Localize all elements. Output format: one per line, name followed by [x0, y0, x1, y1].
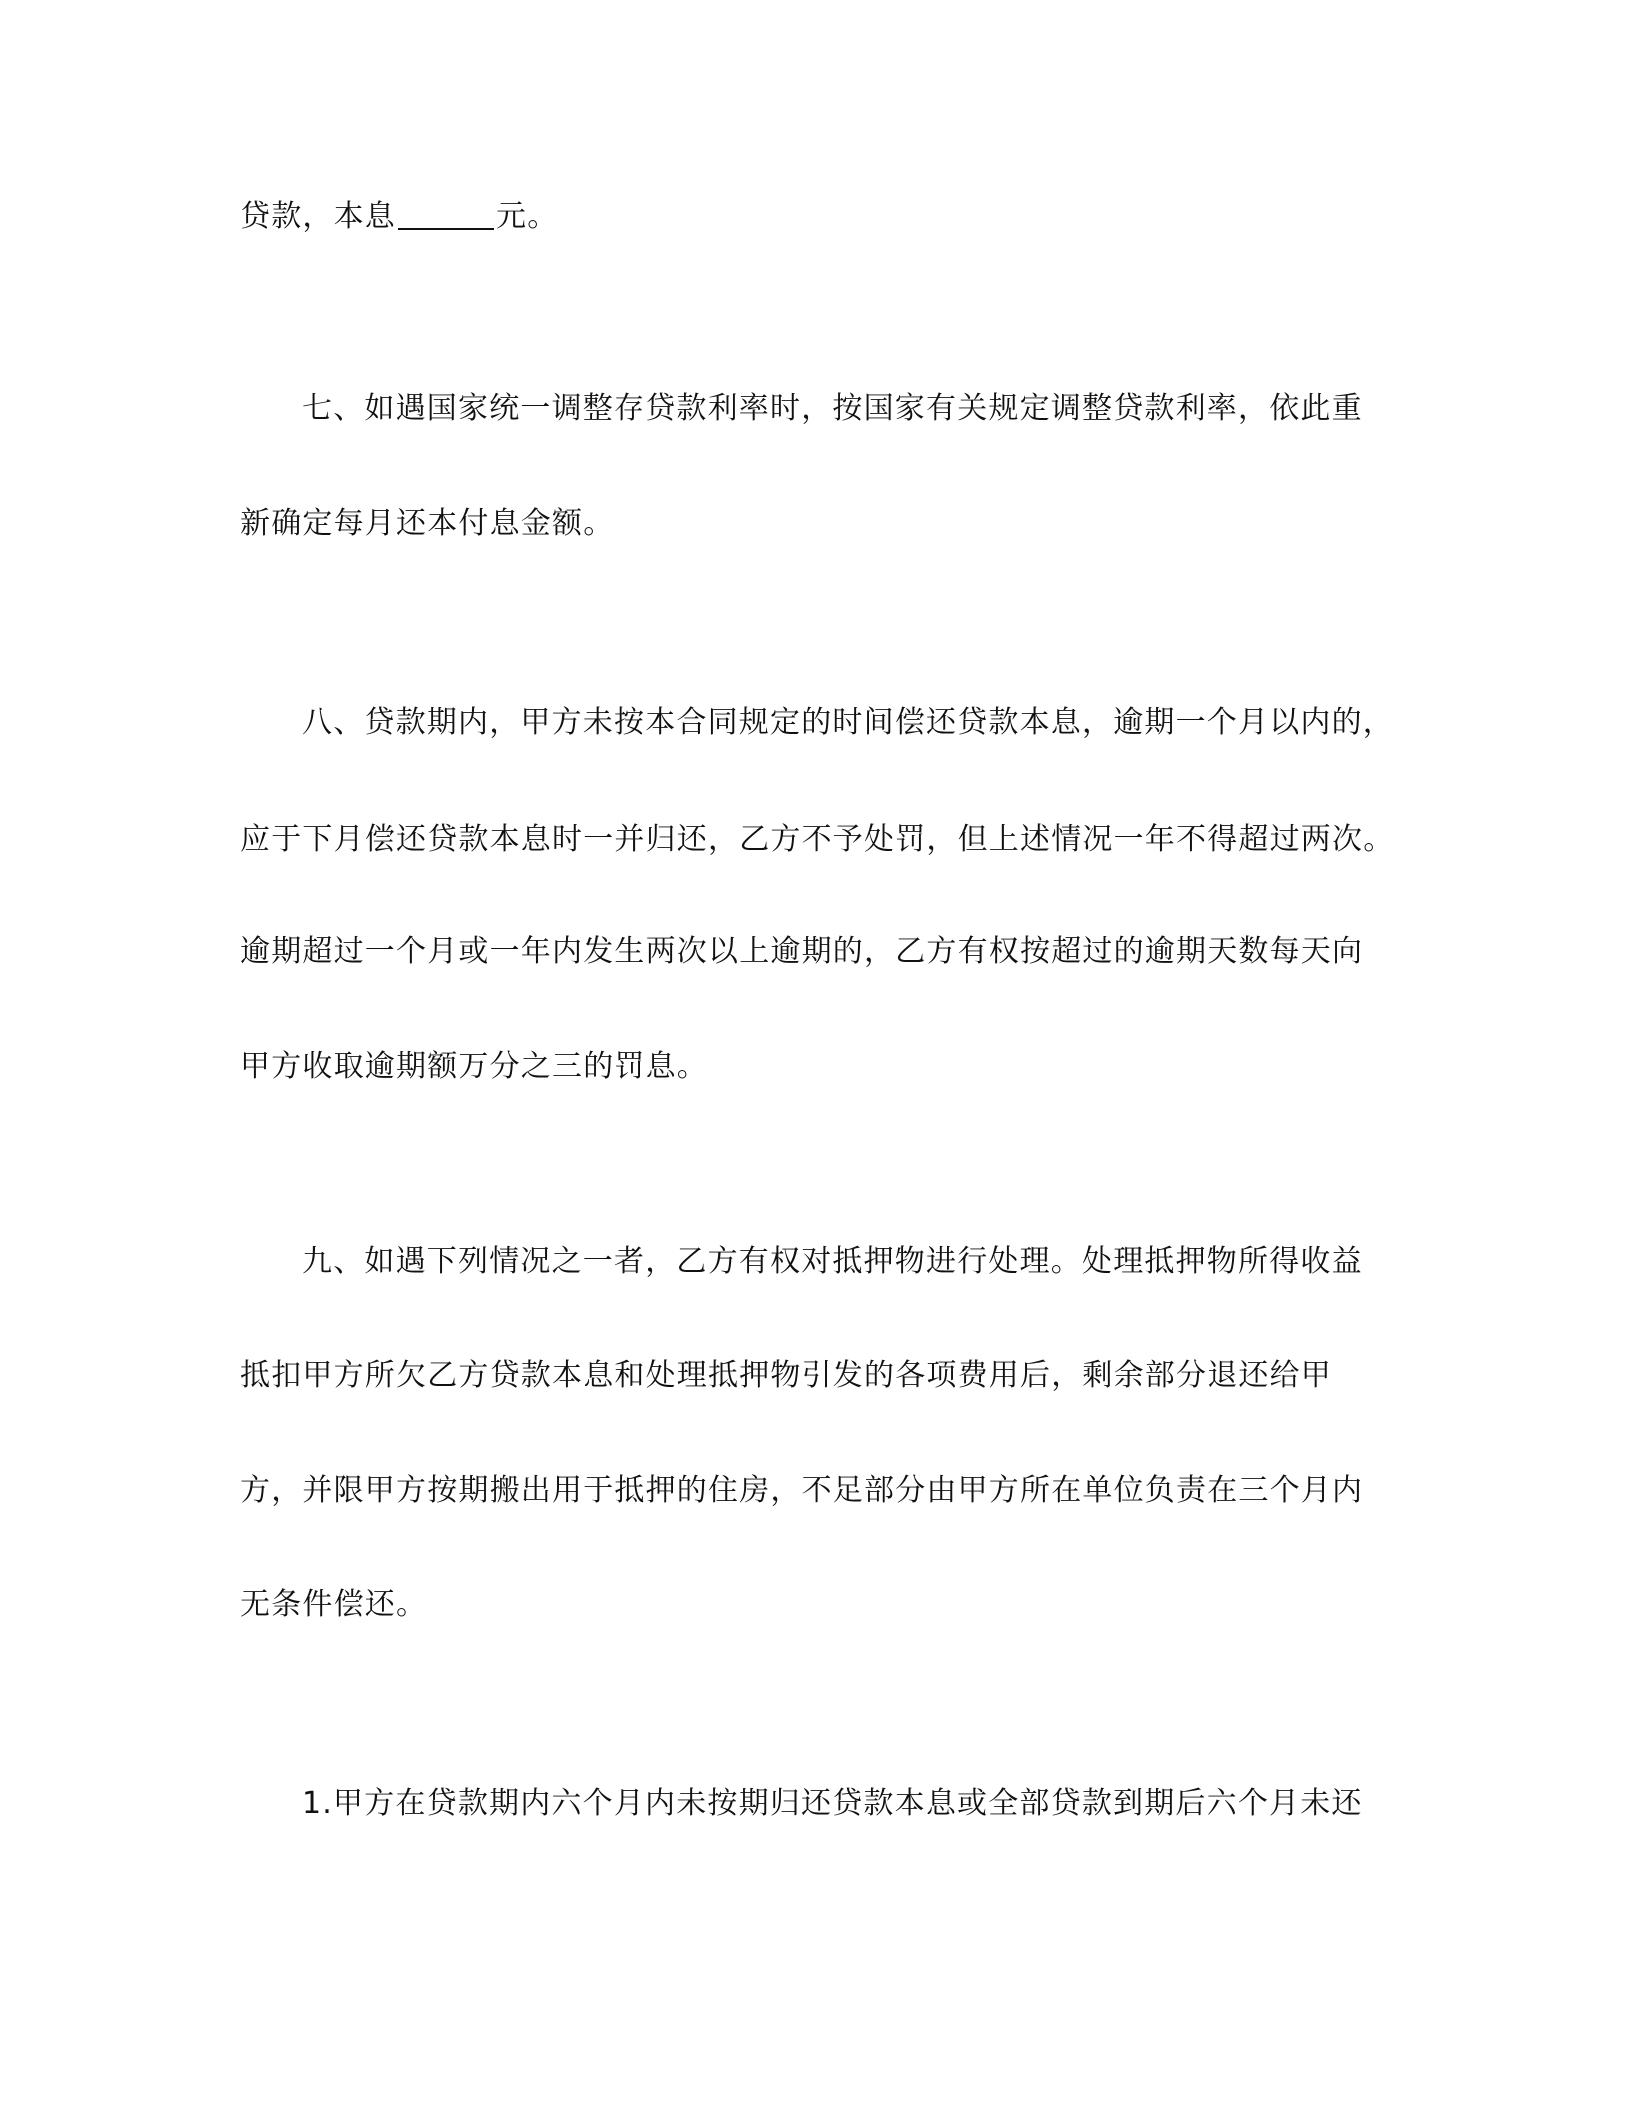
paragraph-8-line-1: 八、贷款期内，甲方未按本合同规定的时间偿还贷款本息，逾期一个月以内的， [302, 705, 1394, 740]
paragraph-8-line-4: 甲方收取逾期额万分之三的罚息。 [240, 1049, 708, 1084]
paragraph-9-line-3: 方，并限甲方按期搬出用于抵押的住房，不足部分由甲方所在单位负责在三个月内 [240, 1473, 1364, 1508]
paragraph-7-line-2: 新确定每月还本付息金额。 [240, 506, 615, 541]
paragraph-7-line-1: 七、如遇国家统一调整存贷款利率时，按国家有关规定调整贷款利率，依此重 [302, 391, 1363, 426]
text-span: 元。 [496, 199, 559, 234]
paragraph-9-line-1: 九、如遇下列情况之一者，乙方有权对抵押物进行处理。处理抵押物所得收益 [302, 1244, 1363, 1279]
paragraph-8-line-2: 应于下月偿还贷款本息时一并归还，乙方不予处罚，但上述情况一年不得超过两次。 [240, 822, 1395, 857]
text-line-interest-amount [240, 196, 1390, 238]
text-span: 贷款，本息 [240, 199, 396, 234]
paragraph-9-line-4: 无条件偿还。 [240, 1587, 428, 1622]
paragraph-9-line-2: 抵扣甲方所欠乙方贷款本息和处理抵押物引发的各项费用后，剩余部分退还给甲 [240, 1358, 1332, 1393]
clause-1-line-1: 1.甲方在贷款期内六个月内未按期归还贷款本息或全部贷款到期后六个月未还 [302, 1786, 1363, 1821]
paragraph-8-line-3: 逾期超过一个月或一年内发生两次以上逾期的，乙方有权按超过的逾期天数每天向 [240, 934, 1364, 969]
amount-blank-field[interactable] [398, 200, 494, 230]
